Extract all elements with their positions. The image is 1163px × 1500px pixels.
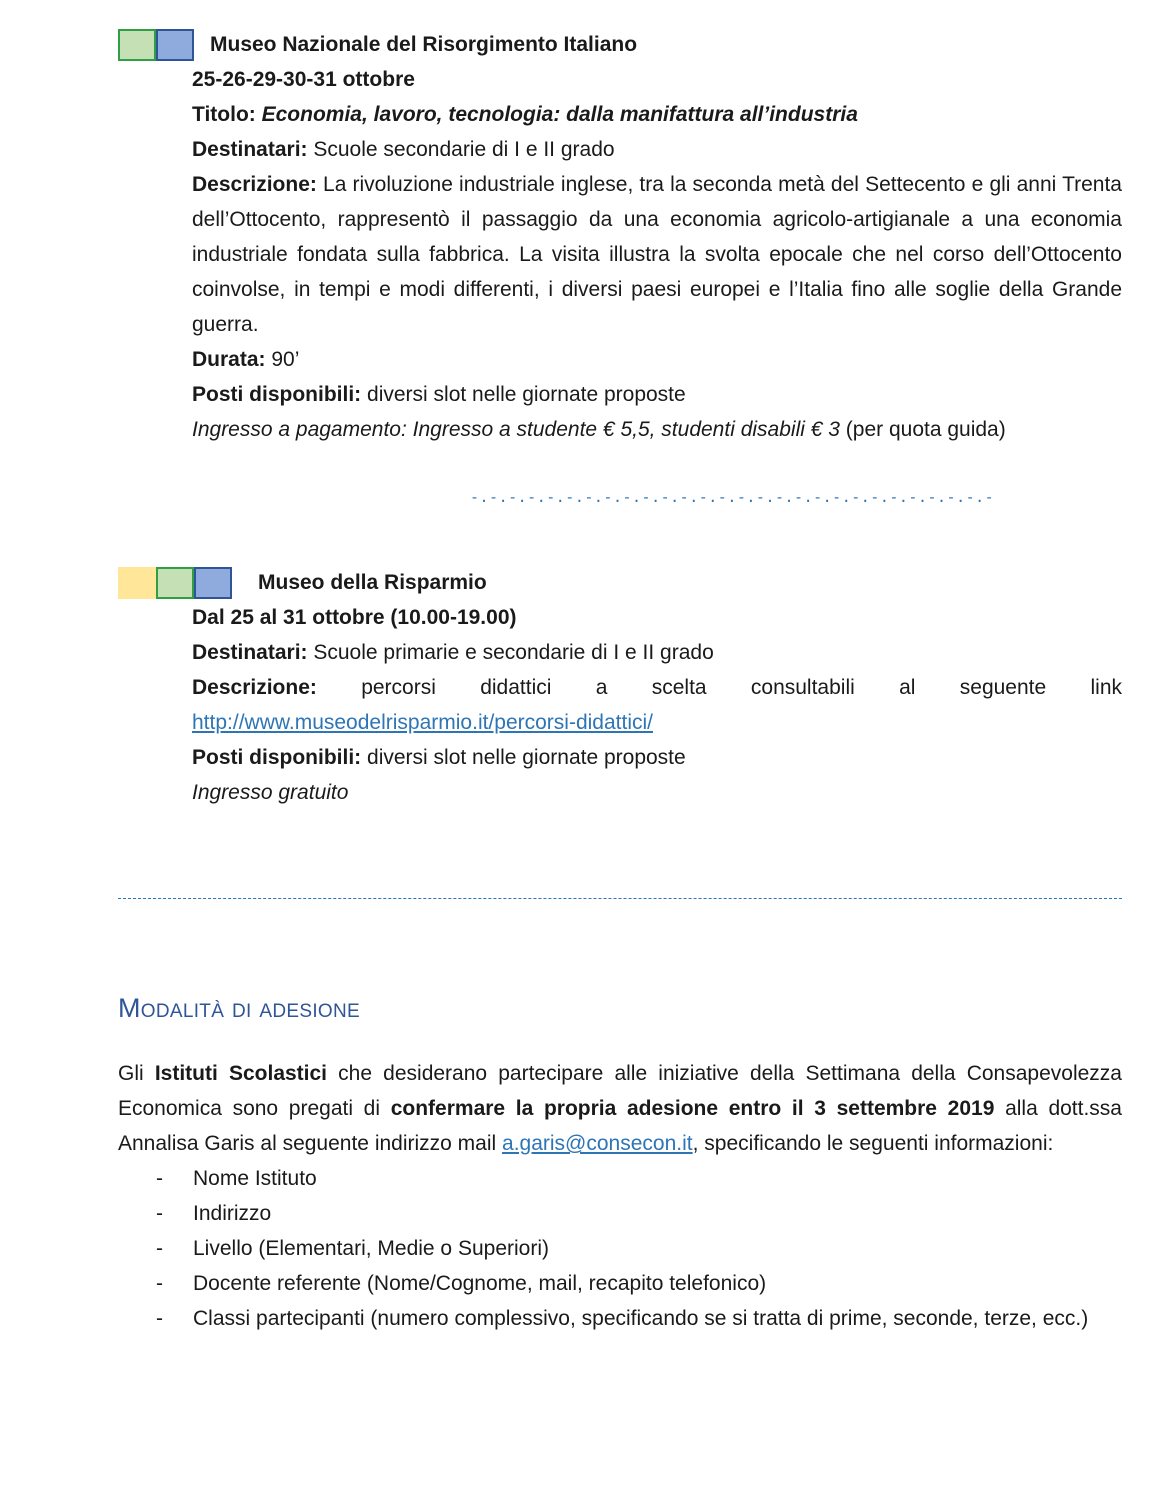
titolo-line bbox=[192, 97, 1122, 132]
descrizione-label: Descrizione: bbox=[192, 173, 317, 196]
titolo-value: Economia, lavoro, tecnologia: dalla manifattura all’industria bbox=[261, 103, 858, 126]
descrizione-value: La rivoluzione industriale inglese, tra la seconda metà del Settecento e gli anni Trenta dell’Ottocento, rappresentò il passaggio da una economia agricolo-artigianale a una economia industriale fondata sulla fabbrica. La visita illustra la svolta epocale che nel corso dell’Ottocento coinvolse, in tempi e modi differenti, i diversi paesi europei e l’Italia fino alle soglie della Grande guerra. bbox=[192, 173, 1122, 336]
list-item bbox=[118, 1161, 1122, 1196]
dash-bullet: - bbox=[156, 1307, 163, 1330]
audience-square-green-icon bbox=[156, 567, 194, 599]
descrizione-paragraph bbox=[192, 167, 1122, 342]
museum-header bbox=[118, 565, 1122, 601]
durata-value: 90’ bbox=[271, 348, 300, 371]
text-mid: che desiderano partecipare alle iniziative della Settimana della Consapevolezza Economica sono pregati di bbox=[118, 1062, 1122, 1120]
audience-square-green-icon bbox=[118, 29, 156, 61]
destinatari-value: Scuole secondarie di I e II grado bbox=[313, 138, 615, 161]
list-item-text: Classi partecipanti (numero complessivo, specificando se si tratta di prime, seconde, terze, ecc.) bbox=[193, 1307, 1089, 1330]
modalita-paragraph bbox=[118, 1056, 1122, 1161]
posti-value: diversi slot nelle giornate proposte bbox=[367, 746, 686, 769]
list-item-text: Nome Istituto bbox=[193, 1167, 317, 1190]
list-item bbox=[118, 1266, 1122, 1301]
section-divider-short: -.-.-.-.-.-.-.-.-.-.-.-.-.-.-.-.-.-.-.-.-.-.-.-.-.-.-.- bbox=[470, 488, 995, 506]
list-item-text: Livello (Elementari, Medie o Superiori) bbox=[193, 1237, 549, 1260]
ingresso-line bbox=[192, 412, 1122, 447]
dash-bullet: - bbox=[156, 1202, 163, 1225]
museum-details bbox=[192, 600, 1122, 810]
audience-square-yellow-icon bbox=[118, 567, 156, 599]
museum-details bbox=[192, 62, 1122, 447]
ingresso-note: (per quota guida) bbox=[845, 418, 1006, 441]
dash-bullet: - bbox=[156, 1272, 163, 1295]
audience-square-blue-icon bbox=[194, 567, 232, 599]
museum-section-risparmio bbox=[118, 565, 1122, 810]
museum-title: Museo della Risparmio bbox=[258, 571, 487, 594]
list-item bbox=[118, 1196, 1122, 1231]
posti-label: Posti disponibili: bbox=[192, 746, 362, 769]
museum-section-risorgimento bbox=[118, 27, 1122, 447]
list-item bbox=[118, 1301, 1122, 1336]
destinatari-label: Destinatari: bbox=[192, 138, 308, 161]
audience-square-blue-icon bbox=[156, 29, 194, 61]
section-heading: Modalità di adesione bbox=[118, 993, 360, 1023]
posti-value: diversi slot nelle giornate proposte bbox=[367, 383, 686, 406]
titolo-label: Titolo: bbox=[192, 103, 256, 126]
museum-dates: 25-26-29-30-31 ottobre bbox=[192, 68, 415, 91]
email-link[interactable]: a.garis@consecon.it bbox=[502, 1132, 693, 1155]
ingresso-line: Ingresso gratuito bbox=[192, 781, 349, 804]
dash-bullet: - bbox=[156, 1167, 163, 1190]
destinatari-line bbox=[192, 132, 1122, 167]
text-after: alla dott.ssa Annalisa Garis al seguente indirizzo mail bbox=[118, 1097, 1122, 1155]
museum-header bbox=[118, 27, 1122, 63]
descrizione-line bbox=[192, 670, 1122, 705]
durata-label: Durata: bbox=[192, 348, 266, 371]
percorsi-didattici-link[interactable]: http://www.museodelrisparmio.it/percorsi-didattici/ bbox=[192, 711, 653, 734]
posti-label: Posti disponibili: bbox=[192, 383, 362, 406]
destinatari-label: Destinatari: bbox=[192, 641, 308, 664]
text-gli: Gli bbox=[118, 1062, 144, 1085]
list-item-text: Docente referente (Nome/Cognome, mail, recapito telefonico) bbox=[193, 1272, 767, 1295]
section-divider-long bbox=[118, 898, 1122, 899]
text-deadline: confermare la propria adesione entro il 3 settembre 2019 bbox=[390, 1097, 995, 1120]
museum-dates: Dal 25 al 31 ottobre (10.00-19.00) bbox=[192, 606, 517, 629]
list-item-text: Indirizzo bbox=[193, 1202, 272, 1225]
descrizione-label: Descrizione: bbox=[192, 676, 317, 699]
text-istituti: Istituti Scolastici bbox=[154, 1062, 328, 1085]
modalita-section bbox=[118, 1056, 1122, 1336]
durata-line bbox=[192, 342, 1122, 377]
ingresso-price: Ingresso a pagamento: Ingresso a studente € 5,5, studenti disabili € 3 bbox=[192, 418, 840, 441]
dash-bullet: - bbox=[156, 1237, 163, 1260]
destinatari-value: Scuole primarie e secondarie di I e II grado bbox=[313, 641, 714, 664]
posti-line bbox=[192, 377, 1122, 412]
posti-line bbox=[192, 740, 1122, 775]
descrizione-value: percorsi didattici a scelta consultabili al seguente link bbox=[361, 676, 1122, 699]
link-line bbox=[192, 705, 1122, 740]
info-list bbox=[118, 1161, 1122, 1336]
museum-title: Museo Nazionale del Risorgimento Italiano bbox=[210, 33, 638, 56]
list-item bbox=[118, 1231, 1122, 1266]
destinatari-line bbox=[192, 635, 1122, 670]
text-end: , specificando le seguenti informazioni: bbox=[692, 1132, 1054, 1155]
